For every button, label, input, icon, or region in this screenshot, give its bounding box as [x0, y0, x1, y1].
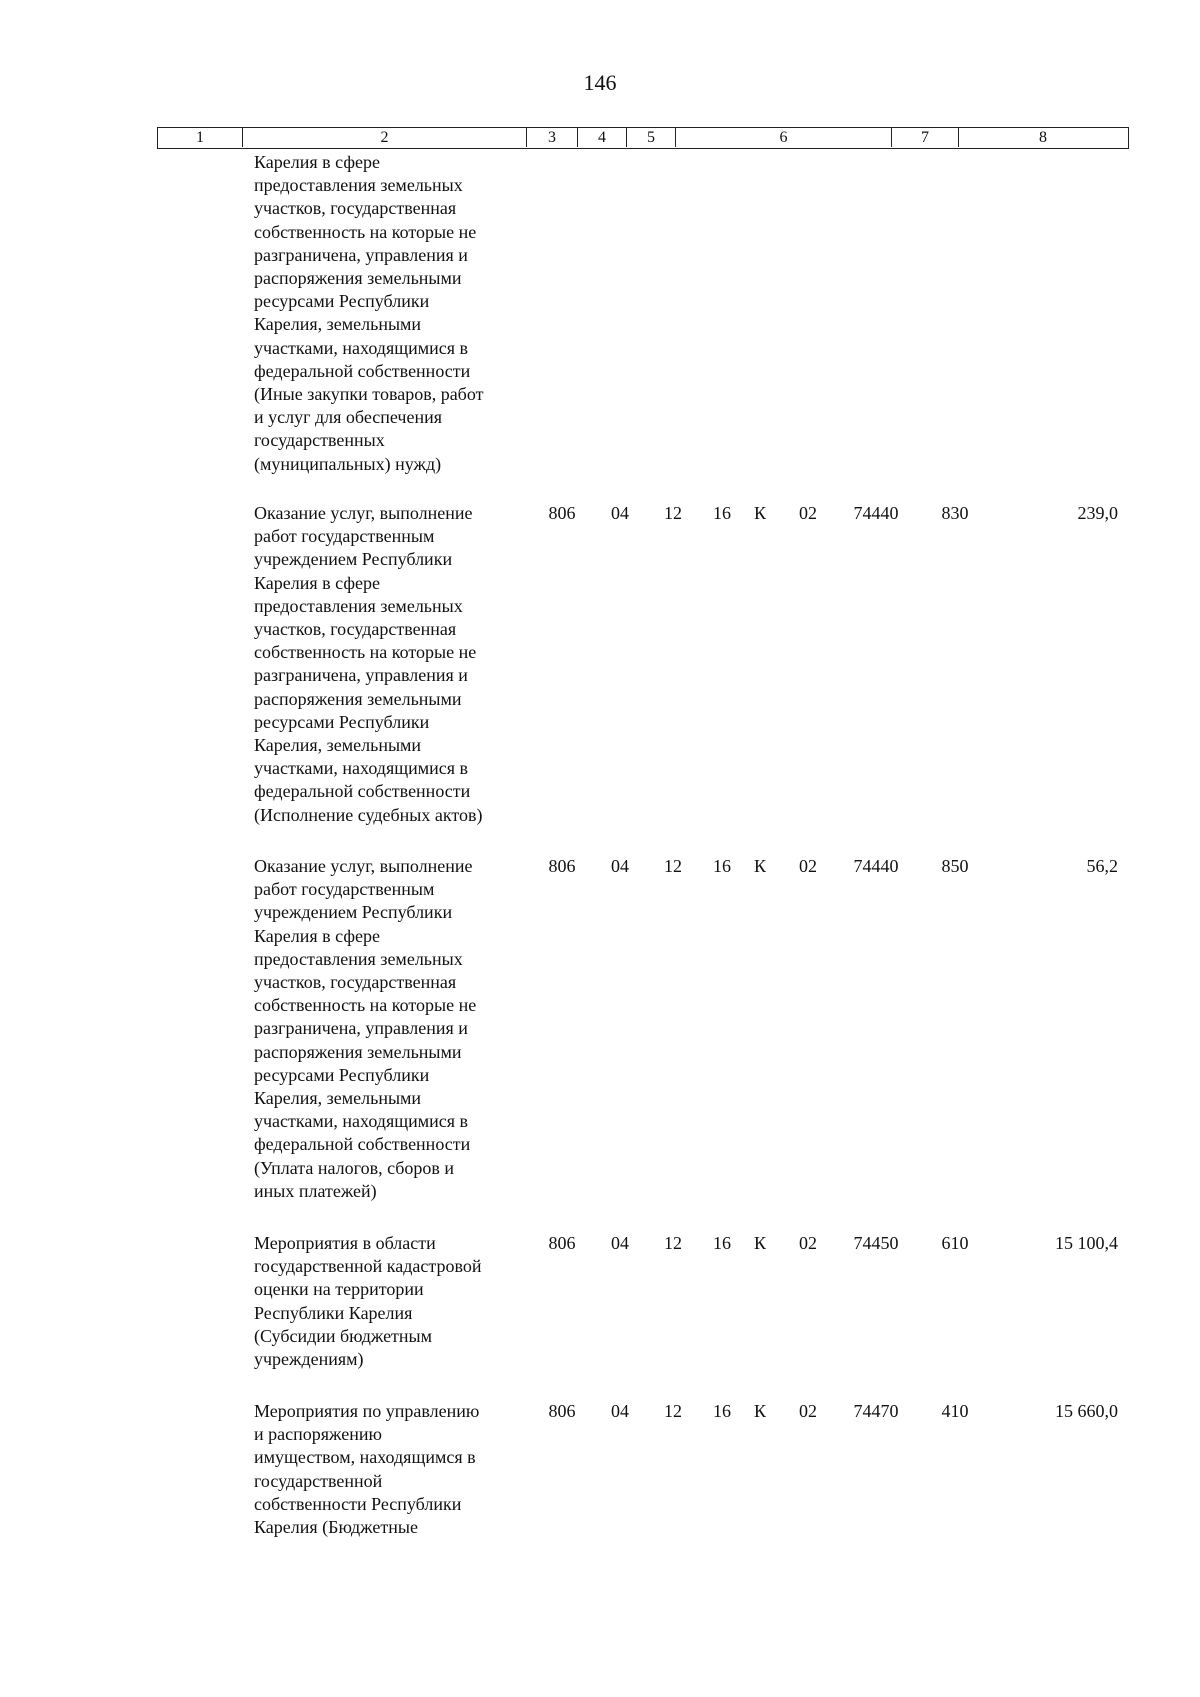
table-header-row — [157, 127, 1129, 149]
row-col-6-part-2: К — [753, 503, 766, 523]
row-col-4: 04 — [611, 856, 629, 876]
row-col-8-amount: 15 660,0 — [1055, 1401, 1118, 1421]
row-col-7: 850 — [941, 856, 969, 876]
row-col-6-part-2: К — [753, 856, 766, 876]
header-col-4: 4 — [577, 128, 626, 147]
row-description: Оказание услуг, выполнение работ государственным учреждением Республики Карелия в сфере предоставления земельных участков, государственная собственность на которые не разграничена, управления и распоряжения земельными ресурсами Республики Карелия, земельными участками, находящимися в федеральной собственности (Исполнение судебных актов) — [254, 503, 483, 825]
row-col-4: 04 — [611, 1401, 629, 1421]
row-description: Мероприятия по управлению и распоряжению имуществом, находящимся в государственной собственности Республики Карелия (Бюджетные — [254, 1401, 480, 1538]
row-col-3: 806 — [548, 856, 576, 876]
row-col-5: 12 — [664, 1401, 682, 1421]
row-col-7: 830 — [941, 503, 969, 523]
row-col-6-part-1: 16 — [713, 503, 731, 523]
header-col-7: 7 — [891, 128, 958, 147]
header-col-5: 5 — [626, 128, 675, 147]
row-col-5: 12 — [664, 856, 682, 876]
header-col-8: 8 — [958, 128, 1127, 147]
row-col-5: 12 — [664, 503, 682, 523]
row-col-4: 04 — [611, 503, 629, 523]
row-col-6-part-1: 16 — [713, 1233, 731, 1253]
row-col-4: 04 — [611, 1233, 629, 1253]
row-col-6-part-4: 74470 — [853, 1401, 899, 1421]
row-col-6-part-1: 16 — [713, 1401, 731, 1421]
header-col-6: 6 — [675, 128, 891, 147]
row-col-6-part-3: 02 — [799, 856, 817, 876]
row-col-3: 806 — [548, 503, 576, 523]
row-col-6-part-3: 02 — [799, 1401, 817, 1421]
row-col-6-part-3: 02 — [799, 1233, 817, 1253]
row-col-6-part-2: К — [753, 1233, 766, 1253]
row-col-7: 410 — [941, 1401, 969, 1421]
page-number: 146 — [583, 70, 617, 95]
row-col-5: 12 — [664, 1233, 682, 1253]
row-col-3: 806 — [548, 1401, 576, 1421]
header-col-2: 2 — [242, 128, 526, 147]
row-col-6-part-4: 74440 — [853, 856, 899, 876]
row-description: Оказание услуг, выполнение работ государственным учреждением Республики Карелия в сфере предоставления земельных участков, государственная собственность на которые не разграничена, управления и распоряжения земельными ресурсами Республики Карелия, земельными участками, находящимися в федеральной собственности (Уплата налогов, сборов и иных платежей) — [254, 856, 477, 1201]
header-col-3: 3 — [526, 128, 577, 147]
header-col-1: 1 — [196, 129, 204, 146]
row-col-6-part-1: 16 — [713, 856, 731, 876]
row-col-3: 806 — [548, 1233, 576, 1253]
row-col-6-part-4: 74440 — [853, 503, 899, 523]
row-col-8-amount: 56,2 — [1086, 856, 1118, 876]
row-col-7: 610 — [941, 1233, 969, 1253]
row-description: Мероприятия в области государственной кадастровой оценки на территории Республики Карелия (Субсидии бюджетным учреждениям) — [254, 1233, 482, 1370]
row-col-8-amount: 15 100,4 — [1055, 1233, 1118, 1253]
continuation-description: Карелия в сфере предоставления земельных участков, государственная собственность на которые не разграничена, управления и распоряжения земельными ресурсами Республики Карелия, земельными участками, находящимися в федеральной собственности (Иные закупки товаров, работ и услуг для обеспечения государственных (муниципальных) нужд) — [254, 152, 484, 474]
row-col-6-part-2: К — [753, 1401, 766, 1421]
row-col-8-amount: 239,0 — [1077, 503, 1118, 523]
row-col-6-part-4: 74450 — [853, 1233, 899, 1253]
row-col-6-part-3: 02 — [799, 503, 817, 523]
